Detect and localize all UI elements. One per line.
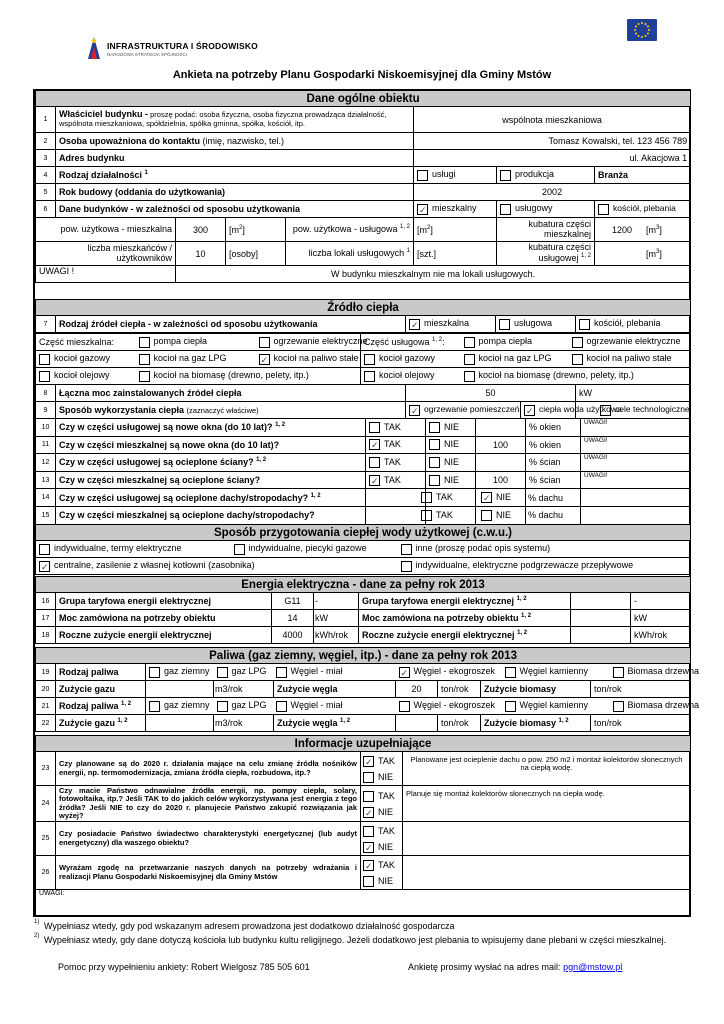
question-label: Czy w części usługowej są nowe okna (do 10 lat)? $^{1, 2}$ [56,419,366,437]
percent-value[interactable]: 100 [476,471,526,489]
checkbox[interactable] [234,544,245,555]
coal-use-srv-value[interactable] [396,715,438,732]
area-res-value[interactable]: 300 [176,218,226,242]
footnote-2: 2) Wypełniasz wtedy, gdy dane dotyczą kościoła lub budynku kultu religijnego. Jeżeli dodatkowo jest plebania to wpisujemy dane plebani w części mieszkalnej. [34,933,667,945]
remarks-cell[interactable]: UWAGI! [581,471,691,489]
heat-use-tech-option[interactable]: cele technologiczne [576,402,691,419]
checkbox[interactable] [363,791,374,802]
yes-no-options[interactable] [361,752,403,786]
row-number: 21 [36,698,56,715]
checkbox[interactable] [598,204,609,215]
opt-gas-boiler-srv[interactable]: kocioł gazowy [361,351,461,368]
owner-value[interactable]: wspólnota mieszkaniowa [414,107,691,133]
coal-use-label: Zużycie węgla [274,681,396,698]
volume-srv-label: kubatura części usługowej $^{1, 2}$ [497,242,595,266]
section-general [35,90,691,283]
checkbox[interactable] [369,439,380,450]
row-number: 9 [36,402,56,419]
yes-option[interactable]: TAK [363,788,400,804]
row-number: 10 [36,419,56,437]
no-option[interactable]: NIE [363,873,400,889]
fuel-srv-natural-gas[interactable]: gaz ziemny [146,698,214,715]
row-number: 15 [36,506,56,524]
opt-biomass-boiler-res[interactable]: kocioł na biomasę (drewno, pelety, itp.) [136,368,361,385]
srv-part-label: Część usługowa $^{1, 2}$: [361,334,461,351]
opt-heat-pump-srv[interactable]: pompa ciepła [461,334,569,351]
section-hot-water [35,524,691,575]
row-number: 19 [36,664,56,681]
no-option[interactable]: ✓ NIE [426,489,476,507]
gas-use-unit: m3/rok [214,681,274,698]
opt-oil-boiler-srv[interactable]: kocioł olejowy [361,368,461,385]
checkbox-checked[interactable] [39,561,50,572]
yes-no-options[interactable] [361,822,403,856]
checkbox-checked[interactable] [409,319,420,330]
row-number: 6 [36,201,56,218]
coal-use-srv-unit: ton/rok [438,715,481,732]
checkbox-checked[interactable] [417,204,428,215]
fuel-srv-eco-pea[interactable]: Węgiel - ekogroszek [396,698,481,715]
row-number: 13 [36,471,56,489]
remarks-cell[interactable] [581,489,691,507]
opt-heat-pump-res[interactable]: pompa ciepła [136,334,256,351]
dhw-flow-heater-option[interactable]: indywidualne, elektryczne podgrzewacze przepływowe [398,558,691,575]
row-number: 20 [36,681,56,698]
checkbox[interactable] [139,371,150,382]
row-number: 12 [36,454,56,472]
biomass-use-unit: ton/rok [591,681,691,698]
biomass-use-label: Zużycie biomasy [481,681,591,698]
checkbox[interactable] [572,337,583,348]
residents-label: liczba mieszkańców / użytkowników [36,242,176,266]
checkbox-checked[interactable] [409,405,420,416]
electricity-label: Roczne zużycie energii elektrycznej [56,627,272,644]
checkbox[interactable] [417,170,428,181]
question-label: Czy w części usługowej są ocieplone dachy/stropodachy? $^{1, 2}$ [56,489,366,507]
fuel-eco-pea[interactable]: ✓ Węgiel - ekogroszek [396,664,481,681]
yes-option[interactable]: ✓TAK [363,857,400,873]
fuel-srv-hard-coal[interactable]: Węgiel kamienny [481,698,591,715]
row-number: 2 [36,133,56,150]
checkbox[interactable] [369,457,380,468]
no-option[interactable]: NIE [426,471,476,489]
checkbox[interactable] [369,422,380,433]
checkbox[interactable] [600,405,611,416]
electricity-srv-value[interactable] [571,610,631,627]
dhw-central-option[interactable]: ✓centralne, zasilenie z własnej kotłowni (zasobnika) [36,558,398,575]
fuel-biomass[interactable]: Biomasa drzewna [591,664,691,681]
document-title: Ankieta na potrzeby Planu Gospodarki Niskoemisyjnej dla Gminy Mstów [172,69,552,81]
no-option[interactable]: NIE [363,769,400,785]
remarks-label: UWAGI ! [36,266,176,283]
fuel-natural-gas[interactable]: gaz ziemny [146,664,214,681]
residents-unit: [osoby] [226,242,286,266]
question-text: Czy posiadacie Państwo świadectwo charakterystyki energetycznej (lub audyt energetyczny) dla waszego obiektu? [56,822,361,856]
electricity-srv-label: Moc zamówiona na potrzeby obiektu $^{1, 2}$ [359,610,571,627]
gas-use-srv-unit: m3/rok [214,715,274,732]
biomass-use-srv-unit: ton/rok [591,715,691,732]
opt-electric-res[interactable]: ogrzewanie elektryczne [256,334,361,351]
checkbox-checked[interactable] [259,354,270,365]
yes-option[interactable]: TAK [363,823,400,839]
logo-subtext: NARODOWA STRATEGIA SPÓJNOŚCI [107,52,188,57]
contact-label: Osoba upoważniona do kontaktu (imię, nazwisko, tel.) [56,133,414,150]
checkbox[interactable] [421,492,432,503]
heat-residential-option[interactable]: ✓ mieszkalna [406,316,496,333]
checkbox[interactable] [217,667,228,678]
checkbox[interactable] [363,756,374,767]
section-heat-source [35,299,691,333]
contact-value[interactable]: Tomasz Kowalski, tel. 123 456 789 [414,133,691,150]
checkbox[interactable] [505,701,516,712]
checkbox[interactable] [421,510,432,521]
question-text: Czy macie Państwo odnawialne źródła energii, np. pompy ciepła, solary, fotowoltaika, itp.? Jeśli TAK to do jakich celów wykorzystywana jest energia z tego źródła? Jeśli NIE to czy do 2020 r. planujecie Państwo zakupić rozwiązania jak wyżej? [56,786,361,822]
yes-no-options[interactable] [361,856,403,890]
answer-note[interactable]: Planuje się montaż kolektorów słonecznych na ciepła wodę. [403,786,691,822]
row-number: 22 [36,715,56,732]
checkbox[interactable] [276,667,287,678]
total-power-unit: kW [576,385,691,402]
biomass-use-srv-label: Zużycie biomasy $^{1, 2}$ [481,715,591,732]
row-number: 16 [36,593,56,610]
fuel-srv-coal-fines[interactable]: Węgiel - miał [274,698,396,715]
checkbox[interactable] [139,354,150,365]
checkbox[interactable] [464,371,475,382]
checkbox[interactable] [429,439,440,450]
remarks-cell[interactable]: UWAGI! [581,419,691,437]
coal-use-value[interactable]: 20 [396,681,438,698]
yes-option[interactable]: ✓TAK [363,753,400,769]
electricity-unit: - [314,593,359,610]
gas-use-label: Zużycie gazu [56,681,146,698]
service-option[interactable]: usługowy [497,201,595,218]
row-number: 4 [36,167,56,184]
answer-note[interactable] [403,822,691,856]
checkbox[interactable] [499,319,510,330]
percent-unit: % okien [526,436,581,454]
heat-details [35,384,691,419]
residential-option[interactable]: ✓ mieszkalny [414,201,497,218]
opt-oil-boiler-res[interactable]: kocioł olejowy [36,368,136,385]
address-value[interactable]: ul. Akacjowa 1 [414,150,691,167]
percent-unit: % ścian [526,471,581,489]
year-label: Rok budowy (oddania do użytkowania) [56,184,414,201]
coal-use-unit: ton/rok [438,681,481,698]
checkbox[interactable] [369,475,380,486]
checkbox[interactable] [276,701,287,712]
percent-unit: % okien [526,419,581,437]
coal-use-srv-label: Zużycie węgla $^{1, 2}$ [274,715,396,732]
activity-services-option[interactable]: usługi [414,167,497,184]
checkbox[interactable] [399,701,410,712]
checkbox[interactable] [500,170,511,181]
checkbox[interactable] [149,701,160,712]
checkbox[interactable] [500,204,511,215]
area-srv-label: pow. użytkowa - usługowa $^{1, 2}$ [286,218,414,242]
checkbox[interactable] [364,371,375,382]
remarks-cell[interactable]: UWAGI! [581,454,691,472]
electricity-value[interactable]: G11 [272,593,314,610]
checkbox[interactable] [572,354,583,365]
program-logo [86,33,266,67]
electricity-srv-value[interactable] [571,627,631,644]
opt-gas-boiler-res[interactable]: kocioł gazowy [36,351,136,368]
electricity-srv-label: Grupa taryfowa energii elektrycznej $^{1, 2}$ [359,593,571,610]
yes-option[interactable]: TAK [366,506,426,524]
checkbox[interactable] [217,701,228,712]
row-number: 23 [36,752,56,786]
service-units-unit[interactable]: [szt.] [414,242,497,266]
yes-option[interactable]: TAK [366,454,426,472]
area-res-unit: $[m^2]$ [226,218,286,242]
section-title: Dane ogólne obiektu [36,91,691,107]
section-fuels [35,647,700,732]
heat-service-option[interactable]: usługowa [496,316,576,333]
checkbox[interactable] [363,826,374,837]
row-number: 3 [36,150,56,167]
total-power-value[interactable]: 50 [406,385,576,402]
question-label: Czy w części mieszkalnej są ocieplone ściany? [56,471,366,489]
building-data-label: Dane budynków - w zależności od sposobu użytkowania [56,201,414,218]
row-number: 11 [36,436,56,454]
no-option[interactable]: ✓NIE [363,804,400,820]
checkbox[interactable] [464,354,475,365]
checkbox[interactable] [481,510,492,521]
fuel-hard-coal[interactable]: Węgiel kamienny [481,664,591,681]
electricity-label: Moc zamówiona na potrzeby obiektu [56,610,272,627]
eu-flag-icon [627,19,657,41]
percent-unit: % dachu [526,506,581,524]
row-number: 25 [36,822,56,856]
row-number: 14 [36,489,56,507]
section-title: Źródło ciepła [36,300,691,316]
fuel-lpg[interactable]: gaz LPG [214,664,274,681]
question-text: Wyrażam zgodę na przetwarzanie naszych danych na potrzeby wdrażania i realizacji Planu Gospodarki Niskoemisyjnej dla Gminy Mstów [56,856,361,890]
checkbox[interactable] [39,371,50,382]
checkbox[interactable] [259,337,270,348]
yes-option[interactable]: TAK [366,489,426,507]
checkbox[interactable] [363,860,374,871]
electricity-label: Grupa taryfowa energii elektrycznej [56,593,272,610]
help-contact: Pomoc przy wypełnieniu ankiety: Robert Wielgosz 785 505 601 [58,962,310,972]
address-label: Adres budynku [56,150,414,167]
opt-lpg-boiler-srv[interactable]: kocioł na gaz LPG [461,351,569,368]
owner-label: Właściciel budynku - proszę podać: osoba fizyczna, osoba fizyczna prowadząca działalność, wspólnota mieszkaniowa, spółdzielnia, spółka gminna, spółka, kościół, itp. [56,107,414,133]
no-option[interactable]: NIE [426,419,476,437]
row-number: 7 [36,316,56,333]
branch-label: Branża [595,167,691,184]
row-number: 24 [36,786,56,822]
footnote-1: 1) Wypełniasz wtedy, gdy pod wskazanym adresem prowadzona jest dodatkowo działalność gospodarcza [34,919,455,931]
res-part-label: Część mieszkalna: [36,334,136,351]
total-power-label: Łączna moc zainstalowanych źródeł ciepła [56,385,406,402]
heat-source-options [35,333,691,385]
row-number: 8 [36,385,56,402]
opt-electric-srv[interactable]: ogrzewanie elektryczne [569,334,691,351]
checkbox[interactable] [613,701,624,712]
checkbox[interactable] [39,544,50,555]
answer-note[interactable] [403,856,691,890]
activity-label: Rodzaj działalności $^1$ [56,167,414,184]
opt-lpg-boiler-res[interactable]: kocioł na gaz LPG [136,351,256,368]
row-number: 5 [36,184,56,201]
checkbox[interactable] [363,772,374,783]
checkbox[interactable] [613,667,624,678]
no-option[interactable]: NIE [426,436,476,454]
no-option[interactable]: ✓NIE [363,839,400,855]
checkbox[interactable] [401,544,412,555]
percent-value[interactable]: 100 [476,436,526,454]
electricity-unit: kW [314,610,359,627]
electricity-srv-value[interactable] [571,593,631,610]
checkbox[interactable] [429,457,440,468]
checkbox[interactable] [505,667,516,678]
checkbox[interactable] [429,422,440,433]
heat-use-space-option[interactable]: ✓ ogrzewanie pomieszczeń [406,402,521,419]
fuel-srv-biomass[interactable]: Biomasa drzewna [591,698,691,715]
checkbox[interactable] [139,337,150,348]
fuel-coal-fines[interactable]: Węgiel - miał [274,664,396,681]
remarks-label: UWAGI: [36,890,691,916]
percent-value[interactable] [476,419,526,437]
checkbox[interactable] [363,807,374,818]
heat-use-dhw-option[interactable]: ✓ ciepła woda użytkowa [521,402,576,419]
checkbox[interactable] [464,337,475,348]
heat-type-label: Rodzaj źródeł ciepła - w zależności od sposobu użytkowania [56,316,406,333]
area-srv-unit[interactable]: $[m^2]$ [414,218,497,242]
row-number: 17 [36,610,56,627]
gas-use-value[interactable] [146,681,214,698]
electricity-srv-unit: kW [631,610,691,627]
section-title: Sposób przygotowania ciepłej wody użytkowej (c.w.u.) [36,525,691,541]
checkbox[interactable] [579,319,590,330]
church-option[interactable]: kościół, plebania [595,201,691,218]
section-additional-info [35,735,691,916]
checkbox-checked[interactable] [524,405,535,416]
activity-production-option[interactable]: produkcja [497,167,595,184]
checkbox-checked[interactable] [399,667,410,678]
email-link[interactable]: pgn@mstow.pl [563,962,623,972]
no-option[interactable]: NIE [426,454,476,472]
service-units-label: liczba lokali usługowych $^1$ [286,242,414,266]
section-title: Paliwa (gaz ziemny, węgiel, itp.) - dane za pełny rok 2013 [36,648,691,664]
opt-solid-boiler-srv[interactable]: kocioł na paliwo stałe [569,351,691,368]
section-title: Informacje uzupełniające [36,736,691,752]
volume-res-value[interactable]: 1200 $[m^3]$ [595,218,691,242]
electricity-srv-unit: kWh/rok [631,627,691,644]
no-option[interactable]: NIE [426,506,476,524]
checkbox[interactable] [39,354,50,365]
row-number: 26 [36,856,56,890]
dhw-other-option[interactable]: inne (proszę podać opis systemu) [398,541,691,558]
year-value[interactable]: 2002 [414,184,691,201]
checkbox[interactable] [149,667,160,678]
residents-value[interactable]: 10 [176,242,226,266]
yes-option[interactable]: ✓ TAK [366,471,426,489]
checkbox[interactable] [481,492,492,503]
heat-use-label: Sposób wykorzystania ciepła (zaznaczyć właściwe) [56,402,406,419]
answer-note[interactable]: Planowane jest ocieplenie dachu o pow. 250 m2 i montaż kolektorów słonecznych na ciepłą wodę. [403,752,691,786]
row-number: 1 [36,107,56,133]
question-text: Czy planowane są do 2020 r. działania mające na celu zmianę źródła nośników energii, np. termomodernizacja, zmiana źródła ciepła, rozbudowa, itp.? [56,752,361,786]
electricity-srv-unit: - [631,593,691,610]
electricity-unit: kWh/rok [314,627,359,644]
volume-res-label: kubatura części mieszkalnej [497,218,595,242]
electricity-value[interactable]: 14 [272,610,314,627]
checkbox[interactable] [364,354,375,365]
gas-use-srv-label: Zużycie gazu $^{1, 2}$ [56,715,146,732]
remarks-cell[interactable]: UWAGI! [581,436,691,454]
percent-unit: % dachu [526,489,581,507]
volume-srv-value[interactable]: $[m^3]$ [595,242,691,266]
heat-church-option[interactable]: kościół, plebania [576,316,691,333]
opt-solid-boiler-res[interactable]: ✓ kocioł na paliwo stałe [256,351,361,368]
logo-mark-icon [86,35,102,61]
gas-use-srv-value[interactable] [146,715,214,732]
percent-value[interactable] [476,454,526,472]
opt-biomass-boiler-srv[interactable]: kocioł na biomasę (drewno, pelety, itp.) [461,368,691,385]
checkbox[interactable] [429,475,440,486]
question-label: Czy w części mieszkalnej są nowe okna (do 10 lat)? [56,436,366,454]
checkbox[interactable] [401,561,412,572]
section-electricity [35,576,691,644]
remarks-value[interactable]: W budynku mieszkalnym nie ma lokali usługowych. [176,266,691,283]
remarks-cell[interactable] [581,506,691,524]
dhw-electric-option[interactable]: indywidualne, termy elektryczne [36,541,231,558]
fuel-type-srv-label: Rodzaj paliwa $^{1, 2}$ [56,698,146,715]
fuel-srv-lpg[interactable]: gaz LPG [214,698,274,715]
checkbox[interactable] [363,876,374,887]
fuel-type-label: Rodzaj paliwa [56,664,146,681]
yes-option[interactable]: ✓ TAK [366,436,426,454]
area-res-label: pow. użytkowa - mieszkalna [36,218,176,242]
row-number: 18 [36,627,56,644]
logo-text: INFRASTRUKTURA I ŚRODOWISKO [107,41,258,51]
section-title: Energia elektryczna - dane za pełny rok 2013 [36,577,691,593]
question-label: Czy w części usługowej są ocieplone ściany? $^{1, 2}$ [56,454,366,472]
electricity-srv-label: Roczne zużycie energii elektrycznej $^{1, 2}$ [359,627,571,644]
dhw-gas-option[interactable]: indywidualne, piecyki gazowe [231,541,398,558]
send-to: Ankietę prosimy wysłać na adres mail: pgn@mstow.pl [408,962,623,972]
yes-no-options[interactable] [361,786,403,822]
question-label: Czy w części mieszkalnej są ocieplone dachy/stropodachy? [56,506,366,524]
percent-unit: % ścian [526,454,581,472]
yes-option[interactable]: TAK [366,419,426,437]
checkbox[interactable] [363,842,374,853]
insulation-questions [35,418,691,525]
electricity-value[interactable]: 4000 [272,627,314,644]
